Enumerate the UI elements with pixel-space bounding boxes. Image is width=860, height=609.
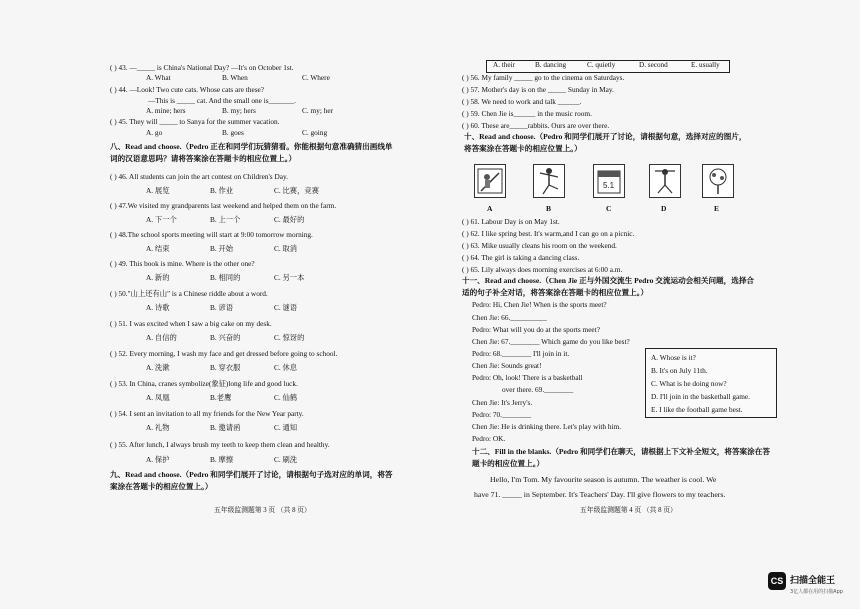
options-54 <box>146 423 297 433</box>
choice: C. What is he doing now? <box>651 379 727 388</box>
page-footer: 五年级监测题第 3 页 （共 8 页） <box>214 507 311 514</box>
question-51: ( ) 51. I was excited when I saw a big cake on my desk. <box>110 319 272 328</box>
dialogue-line: Chen Jie: He is drinking there. Let's play with him. <box>472 422 622 431</box>
question-44-line2: —This is _____ cat. And the small one is_______. <box>148 96 296 105</box>
option: C. 刷洗 <box>274 455 298 464</box>
option: B. 相同的 <box>210 273 241 282</box>
option: C. 比赛，竞赛 <box>274 186 319 195</box>
option: B. 谚语 <box>210 303 234 312</box>
word-option: D. second <box>639 61 668 69</box>
word-option: C. quietly <box>587 61 616 69</box>
options-53 <box>146 393 297 403</box>
dialogue-line: Pedro: 68.________ I'll join in it. <box>472 349 570 358</box>
dialogue-choices-box <box>645 348 777 418</box>
option: A. 保护 <box>146 455 170 464</box>
option: A. 洗漱 <box>146 363 170 372</box>
section-8-heading: 八、Read and choose.（Pedro 正在和同学们玩猜猜看。你能根据句意准确猜出画线单词的汉语意思吗？请将答案涂在答题卡的相应位置上。） <box>110 142 393 163</box>
option: C. 谜语 <box>274 303 298 312</box>
option: B. 穿衣服 <box>210 363 241 372</box>
camscanner-logo: CS <box>768 572 786 590</box>
option: A. 凤凰 <box>146 393 170 402</box>
passage-line: have 71. _____ in September. It's Teachers' Day. I'll give flowers to my teachers. <box>474 490 726 499</box>
options-51 <box>146 333 304 343</box>
options-55 <box>146 455 297 465</box>
picture-label-e: E <box>714 204 720 213</box>
question-55: ( ) 55. After lunch, I always brush my teeth to keep them clean and healthy. <box>110 440 330 449</box>
choice: D. I'll join in the basketball game. <box>651 392 750 401</box>
option: B. 摩擦 <box>210 455 234 464</box>
option: C. 通知 <box>274 423 298 432</box>
picture-a-cleaning-room <box>474 164 506 198</box>
options-43 <box>146 73 330 83</box>
options-50 <box>146 303 297 313</box>
options-47 <box>146 215 304 225</box>
option: B. 兴奋的 <box>210 333 241 342</box>
option: A. 新的 <box>146 273 170 282</box>
svg-text:5.1: 5.1 <box>603 181 615 190</box>
passage-line: Hello, I'm Tom. My favourite season is autumn. The weather is cool. We <box>490 475 717 484</box>
camscanner-title: 扫描全能王 <box>790 576 836 586</box>
option: C. Where <box>302 73 330 82</box>
options-52 <box>146 363 297 373</box>
option: A. 展览 <box>146 186 170 195</box>
option: A. 诗歌 <box>146 303 170 312</box>
question-47: ( ) 47.We visited my grandparents last weekend and helped them on the farm. <box>110 201 337 210</box>
picture-e-spring-picnic <box>702 164 734 198</box>
choice: B. It's on July 11th. <box>651 366 708 375</box>
section-12-heading: 十二、Fill in the blanks.（Pedro 和同学们在聊天，请根据上下文补全短文，将答案涂在答题卡的相应位置上。） <box>472 447 770 468</box>
question-48: ( ) 48.The school sports meeting will start at 9:00 tomorrow morning. <box>110 230 313 239</box>
option: C. 惊讶的 <box>274 333 305 342</box>
dialogue-line: over there. 69.________ <box>502 385 574 394</box>
page-footer: 五年级监测题第 4 页 （共 8 页） <box>580 507 677 514</box>
option: B. When <box>222 73 248 82</box>
option: C. going <box>302 128 328 137</box>
options-46 <box>146 186 319 196</box>
question-53: ( ) 53. In China, cranes symbolize(象征)long life and good luck. <box>110 379 298 388</box>
option: C. my; her <box>302 106 334 115</box>
section-9-heading: 九、Read and choose.（Pedro 和同学们展开了讨论，请根据句子选对应的单词，将答案涂在答题卡的相应位置上。） <box>110 470 393 491</box>
question-46: ( ) 46. All students can join the art contest on Children's Day. <box>110 172 288 181</box>
word-bank-items <box>493 61 720 71</box>
word-option: A. their <box>493 61 515 69</box>
picture-label-c: C <box>606 204 612 213</box>
option: A. 礼物 <box>146 423 170 432</box>
dialogue-line: Pedro: Hi, Chen Jie! When is the sports meet? <box>472 300 607 309</box>
question-45: ( ) 45. They will _____ to Sanya for the summer vacation. <box>110 117 280 126</box>
word-bank <box>486 60 730 73</box>
question-58: ( ) 58. We need to work and talk ______. <box>462 97 582 106</box>
option: B. 开始 <box>210 244 234 253</box>
dialogue-line: Pedro: Oh, look! There is a basketball <box>472 373 583 382</box>
question-59: ( ) 59. Chen Jie is______ in the music room. <box>462 109 592 118</box>
option: A. go <box>146 128 163 137</box>
question-64: ( ) 64. The girl is taking a dancing class. <box>462 253 580 262</box>
section-10-heading: 十、Read and choose.（Pedro 和同学们展开了讨论，请根据句意，选择对应的图片，将答案涂在答题卡的相应位置上。） <box>464 132 747 153</box>
question-65: ( ) 65. Lily always does morning exercises at 6:00 a.m. <box>462 265 623 274</box>
option: C. 另一本 <box>274 273 305 282</box>
option: A. 下一个 <box>146 215 177 224</box>
question-50: ( ) 50."山上还有山" is a Chinese riddle about a word. <box>110 289 268 298</box>
option: B. 上一个 <box>210 215 241 224</box>
question-57: ( ) 57. Mother's day is on the _____ Sunday in May. <box>462 85 614 94</box>
choice: A. Whose is it? <box>651 353 696 362</box>
section-11-heading: 十一、Read and choose.（Chen Jie 正与外国交流生 Pedro 交流运动会相关问题，选择合适的句子补全对话，将答案涂在答题卡的相应位置上。） <box>462 276 755 297</box>
question-56: ( ) 56. My family _____ go to the cinema on Saturdays. <box>462 73 625 82</box>
dialogue-line: Pedro: OK. <box>472 434 506 443</box>
word-option: E. usually <box>691 61 720 69</box>
question-62: ( ) 62. I like spring best. It's warm,and I can go on a picnic. <box>462 229 635 238</box>
picture-b-dancing <box>533 164 565 198</box>
dialogue-line: Chen Jie: Sounds great! <box>472 361 542 370</box>
dialogue-line: Chen Jie: 66.__________ <box>472 313 547 322</box>
dialogue-line: Chen Jie: It's Jerry's. <box>472 398 533 407</box>
option: C. 最好的 <box>274 215 305 224</box>
picture-c-calendar-may <box>593 164 625 198</box>
picture-label-a: A <box>487 204 493 213</box>
question-61: ( ) 61. Labour Day is on May 1st. <box>462 217 560 226</box>
word-option: B. dancing <box>535 61 567 69</box>
dialogue-line: Pedro: What will you do at the sports meet? <box>472 325 600 334</box>
option: B. goes <box>222 128 244 137</box>
option: B.老鹰 <box>210 393 232 402</box>
option: A. 自信的 <box>146 333 177 342</box>
option: C. 取消 <box>274 244 298 253</box>
option: B. 作业 <box>210 186 234 195</box>
picture-label-b: B <box>546 204 552 213</box>
picture-d-morning-exercise <box>649 164 681 198</box>
dialogue-line: Chen Jie: 67.________ Which game do you like best? <box>472 337 630 346</box>
option: A. 结束 <box>146 244 170 253</box>
option: C. 休息 <box>274 363 298 372</box>
options-49 <box>146 273 304 283</box>
question-43: ( ) 43. —_____ is China's National Day? —It's on October 1st. <box>110 63 294 72</box>
options-44 <box>146 106 333 116</box>
options-45 <box>146 128 327 138</box>
question-44: ( ) 44. —Look! Two cute cats. Whose cats are these? <box>110 85 265 94</box>
option: B. 邀请函 <box>210 423 241 432</box>
option: A. What <box>146 73 171 82</box>
option: B. my; hers <box>222 106 256 115</box>
question-63: ( ) 63. Mike usually cleans his room on the weekend. <box>462 241 617 250</box>
question-49: ( ) 49. This book is mine. Where is the other one? <box>110 259 255 268</box>
question-54: ( ) 54. I sent an invitation to all my friends for the New Year party. <box>110 409 304 418</box>
camscanner-subtitle: 3亿人都在用的扫描App <box>790 589 843 595</box>
options-48 <box>146 244 297 254</box>
picture-label-d: D <box>661 204 667 213</box>
question-60: ( ) 60. These are_____rabbits. Ours are over there. <box>462 121 610 130</box>
option: C. 仙鹤 <box>274 393 298 402</box>
question-52: ( ) 52. Every morning, I wash my face and get dressed before going to school. <box>110 349 338 358</box>
choice: E. I like the football game best. <box>651 405 743 414</box>
option: A. mine; hers <box>146 106 186 115</box>
dialogue-line: Pedro: 70.________ <box>472 410 532 419</box>
